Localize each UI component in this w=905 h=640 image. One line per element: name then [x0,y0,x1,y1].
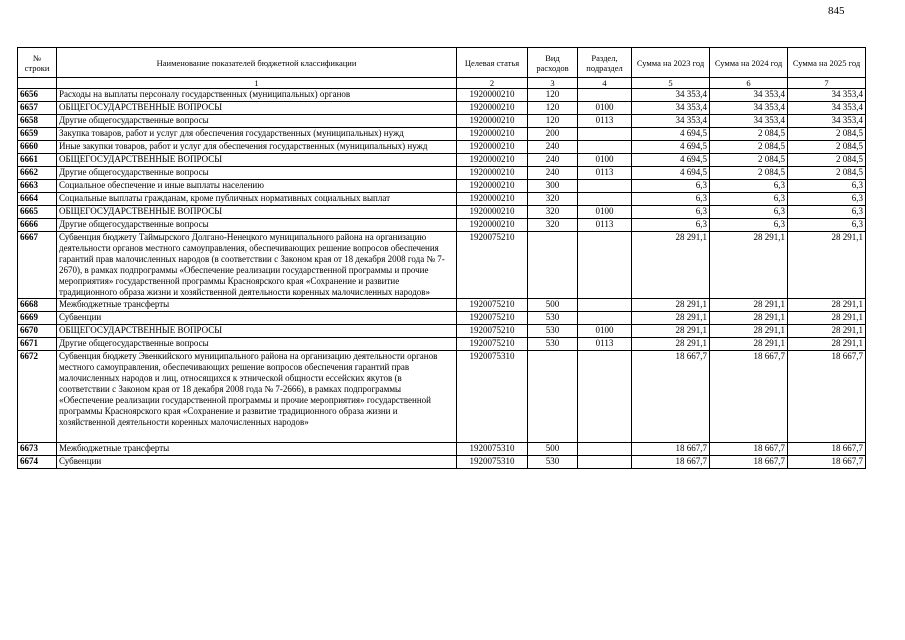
row-expense-type: 530 [528,338,578,351]
row-section: 0100 [578,154,632,167]
table-body [18,89,866,469]
row-sum-2023: 34 353,4 [632,102,710,115]
row-sum-2024: 6,3 [710,219,788,232]
row-sum-2025: 28 291,1 [788,232,866,299]
row-sum-2024: 28 291,1 [710,299,788,312]
row-sum-2024: 18 667,7 [710,456,788,469]
row-target-code: 1920000210 [457,219,528,232]
row-target-code: 1920000210 [457,193,528,206]
row-sum-2023: 28 291,1 [632,325,710,338]
row-expense-type [528,232,578,299]
row-sum-2025: 6,3 [788,193,866,206]
row-expense-type: 120 [528,89,578,102]
row-expense-type: 240 [528,154,578,167]
row-name: ОБЩЕГОСУДАРСТВЕННЫЕ ВОПРОСЫ [57,154,457,167]
row-name: Субвенция бюджету Эвенкийского муниципального района на организацию деятельности органов местного самоуправления, обеспечивающих решение вопросов обеспечения гарантий прав малочисленных народов и лиц, относящихся к этнической общности ессейских якутов (в соответствии с Законом края от 18 декабря 2008 года № 7-2666), в рамках подпрограммы «Обеспечение реализации государственной программы и прочие мероприятия» государственной программы Красноярского края «Сохранение и развитие традиционного образа жизни и хозяйственной деятельности коренных малочисленных народов» [57,351,457,443]
column-number: 7 [788,78,866,89]
row-section [578,180,632,193]
row-sum-2025: 18 667,7 [788,456,866,469]
table-row [18,351,866,443]
column-number: 4 [578,78,632,89]
header-row-no: № строки [18,48,57,78]
row-sum-2025: 2 084,5 [788,141,866,154]
row-sum-2024: 6,3 [710,193,788,206]
row-sum-2023: 4 694,5 [632,154,710,167]
table-row [18,206,866,219]
row-sum-2025: 18 667,7 [788,351,866,443]
row-target-code: 1920000210 [457,154,528,167]
row-sum-2025: 28 291,1 [788,299,866,312]
row-sum-2024: 28 291,1 [710,338,788,351]
row-section: 0100 [578,325,632,338]
row-sum-2025: 28 291,1 [788,338,866,351]
row-expense-type: 320 [528,206,578,219]
row-expense-type: 500 [528,299,578,312]
row-sum-2024: 6,3 [710,180,788,193]
row-name: Межбюджетные трансферты [57,299,457,312]
row-section [578,89,632,102]
row-sum-2023: 4 694,5 [632,167,710,180]
row-number: 6673 [18,443,57,456]
row-target-code: 1920000210 [457,102,528,115]
row-target-code: 1920000210 [457,128,528,141]
row-number: 6670 [18,325,57,338]
row-target-code: 1920075210 [457,299,528,312]
row-sum-2024: 18 667,7 [710,351,788,443]
row-target-code: 1920075210 [457,312,528,325]
column-number: 5 [632,78,710,89]
row-sum-2024: 6,3 [710,206,788,219]
row-number: 6668 [18,299,57,312]
row-sum-2025: 2 084,5 [788,167,866,180]
row-name: Закупка товаров, работ и услуг для обеспечения государственных (муниципальных) нужд [57,128,457,141]
row-number: 6666 [18,219,57,232]
table-row [18,89,866,102]
row-sum-2023: 6,3 [632,180,710,193]
row-sum-2023: 28 291,1 [632,232,710,299]
row-name: Другие общегосударственные вопросы [57,167,457,180]
table-row [18,193,866,206]
row-number: 6657 [18,102,57,115]
header-sum-2024: Сумма на 2024 год [710,48,788,78]
row-section: 0100 [578,102,632,115]
budget-table [17,47,866,469]
row-section [578,299,632,312]
row-number: 6658 [18,115,57,128]
table-row [18,312,866,325]
row-sum-2023: 28 291,1 [632,299,710,312]
row-sum-2025: 28 291,1 [788,325,866,338]
row-target-code: 1920000210 [457,180,528,193]
row-expense-type: 200 [528,128,578,141]
row-number: 6662 [18,167,57,180]
table-row [18,102,866,115]
column-number: 3 [528,78,578,89]
row-sum-2023: 28 291,1 [632,338,710,351]
column-number: 2 [457,78,528,89]
row-sum-2025: 6,3 [788,180,866,193]
row-expense-type: 240 [528,167,578,180]
row-sum-2023: 18 667,7 [632,351,710,443]
row-section [578,351,632,443]
row-sum-2024: 2 084,5 [710,167,788,180]
table-row [18,180,866,193]
row-target-code: 1920075310 [457,443,528,456]
row-section [578,193,632,206]
row-sum-2024: 28 291,1 [710,312,788,325]
table-row [18,232,866,299]
row-number: 6659 [18,128,57,141]
row-sum-2024: 2 084,5 [710,154,788,167]
row-number: 6663 [18,180,57,193]
row-sum-2023: 4 694,5 [632,141,710,154]
row-number: 6672 [18,351,57,443]
row-sum-2025: 34 353,4 [788,102,866,115]
row-sum-2023: 18 667,7 [632,456,710,469]
row-sum-2023: 34 353,4 [632,89,710,102]
row-sum-2024: 28 291,1 [710,232,788,299]
row-section [578,141,632,154]
row-target-code: 1920075210 [457,325,528,338]
row-name: Иные закупки товаров, работ и услуг для обеспечения государственных (муниципальных) нужд [57,141,457,154]
header-name: Наименование показателей бюджетной классификации [57,48,457,78]
row-sum-2025: 6,3 [788,219,866,232]
page-number: 845 [828,5,845,17]
row-target-code: 1920000210 [457,167,528,180]
row-sum-2025: 34 353,4 [788,89,866,102]
row-number: 6667 [18,232,57,299]
row-expense-type: 120 [528,115,578,128]
row-number: 6664 [18,193,57,206]
column-number-row [18,78,866,89]
row-section [578,443,632,456]
row-sum-2024: 34 353,4 [710,115,788,128]
row-number: 6661 [18,154,57,167]
row-sum-2024: 34 353,4 [710,102,788,115]
row-name: Субвенции [57,456,457,469]
row-sum-2023: 28 291,1 [632,312,710,325]
row-expense-type: 300 [528,180,578,193]
row-sum-2024: 2 084,5 [710,141,788,154]
row-sum-2025: 28 291,1 [788,312,866,325]
row-expense-type: 120 [528,102,578,115]
row-target-code: 1920000210 [457,141,528,154]
header-row [18,48,866,78]
header-expense-type: Вид расходов [528,48,578,78]
row-number: 6674 [18,456,57,469]
row-name: Другие общегосударственные вопросы [57,338,457,351]
row-sum-2024: 18 667,7 [710,443,788,456]
row-section [578,312,632,325]
row-section: 0113 [578,338,632,351]
row-sum-2025: 18 667,7 [788,443,866,456]
header-target: Целевая статья [457,48,528,78]
row-expense-type: 240 [528,141,578,154]
row-target-code: 1920000210 [457,89,528,102]
row-section [578,128,632,141]
row-name: Расходы на выплаты персоналу государственных (муниципальных) органов [57,89,457,102]
table-row [18,154,866,167]
row-target-code: 1920075210 [457,338,528,351]
row-sum-2024: 28 291,1 [710,325,788,338]
row-number: 6669 [18,312,57,325]
row-sum-2024: 34 353,4 [710,89,788,102]
table-row [18,299,866,312]
row-target-code: 1920075310 [457,456,528,469]
row-name: ОБЩЕГОСУДАРСТВЕННЫЕ ВОПРОСЫ [57,206,457,219]
row-name: Социальное обеспечение и иные выплаты населению [57,180,457,193]
row-name: ОБЩЕГОСУДАРСТВЕННЫЕ ВОПРОСЫ [57,102,457,115]
row-expense-type: 320 [528,193,578,206]
row-target-code: 1920075210 [457,232,528,299]
row-sum-2023: 6,3 [632,206,710,219]
row-sum-2023: 6,3 [632,219,710,232]
table-row [18,325,866,338]
row-expense-type: 320 [528,219,578,232]
table-row [18,443,866,456]
row-name: Субвенция бюджету Таймырского Долгано-Ненецкого муниципального района на организацию деятельности органов местного самоуправления, обеспечивающих решение вопросов обеспечения гарантий прав малочисленных народов (в соответствии с Законом края от 18 декабря 2008 года № 7-2670), в рамках подпрограммы «Обеспечение реализации государственной программы и прочие мероприятия» государственной программы Красноярского края «Сохранение и развитие традиционного образа жизни и хозяйственной деятельности коренных малочисленных народов» [57,232,457,299]
row-name: Другие общегосударственные вопросы [57,219,457,232]
table-row [18,128,866,141]
row-name: Субвенции [57,312,457,325]
column-number: 6 [710,78,788,89]
row-name: Межбюджетные трансферты [57,443,457,456]
row-section: 0113 [578,167,632,180]
row-target-code: 1920075310 [457,351,528,443]
row-expense-type: 530 [528,456,578,469]
header-sum-2023: Сумма на 2023 год [632,48,710,78]
row-name: Другие общегосударственные вопросы [57,115,457,128]
table-row [18,219,866,232]
header-sum-2025: Сумма на 2025 год [788,48,866,78]
row-number: 6660 [18,141,57,154]
row-expense-type: 500 [528,443,578,456]
row-name: ОБЩЕГОСУДАРСТВЕННЫЕ ВОПРОСЫ [57,325,457,338]
row-sum-2025: 2 084,5 [788,128,866,141]
row-expense-type: 530 [528,325,578,338]
table-row [18,456,866,469]
row-section [578,232,632,299]
row-name: Социальные выплаты гражданам, кроме публичных нормативных социальных выплат [57,193,457,206]
table-row [18,338,866,351]
header-section: Раздел, подраздел [578,48,632,78]
row-sum-2023: 6,3 [632,193,710,206]
row-sum-2024: 2 084,5 [710,128,788,141]
row-section: 0100 [578,206,632,219]
row-number: 6656 [18,89,57,102]
row-expense-type [528,351,578,443]
row-sum-2025: 6,3 [788,206,866,219]
row-target-code: 1920000210 [457,206,528,219]
table-row [18,167,866,180]
row-expense-type: 530 [528,312,578,325]
table-row [18,115,866,128]
row-sum-2023: 18 667,7 [632,443,710,456]
row-section [578,456,632,469]
row-section: 0113 [578,115,632,128]
column-number [18,78,57,89]
row-sum-2025: 2 084,5 [788,154,866,167]
table-row [18,141,866,154]
row-sum-2023: 4 694,5 [632,128,710,141]
row-sum-2023: 34 353,4 [632,115,710,128]
row-target-code: 1920000210 [457,115,528,128]
row-number: 6665 [18,206,57,219]
row-section: 0113 [578,219,632,232]
row-number: 6671 [18,338,57,351]
column-number: 1 [57,78,457,89]
row-sum-2025: 34 353,4 [788,115,866,128]
